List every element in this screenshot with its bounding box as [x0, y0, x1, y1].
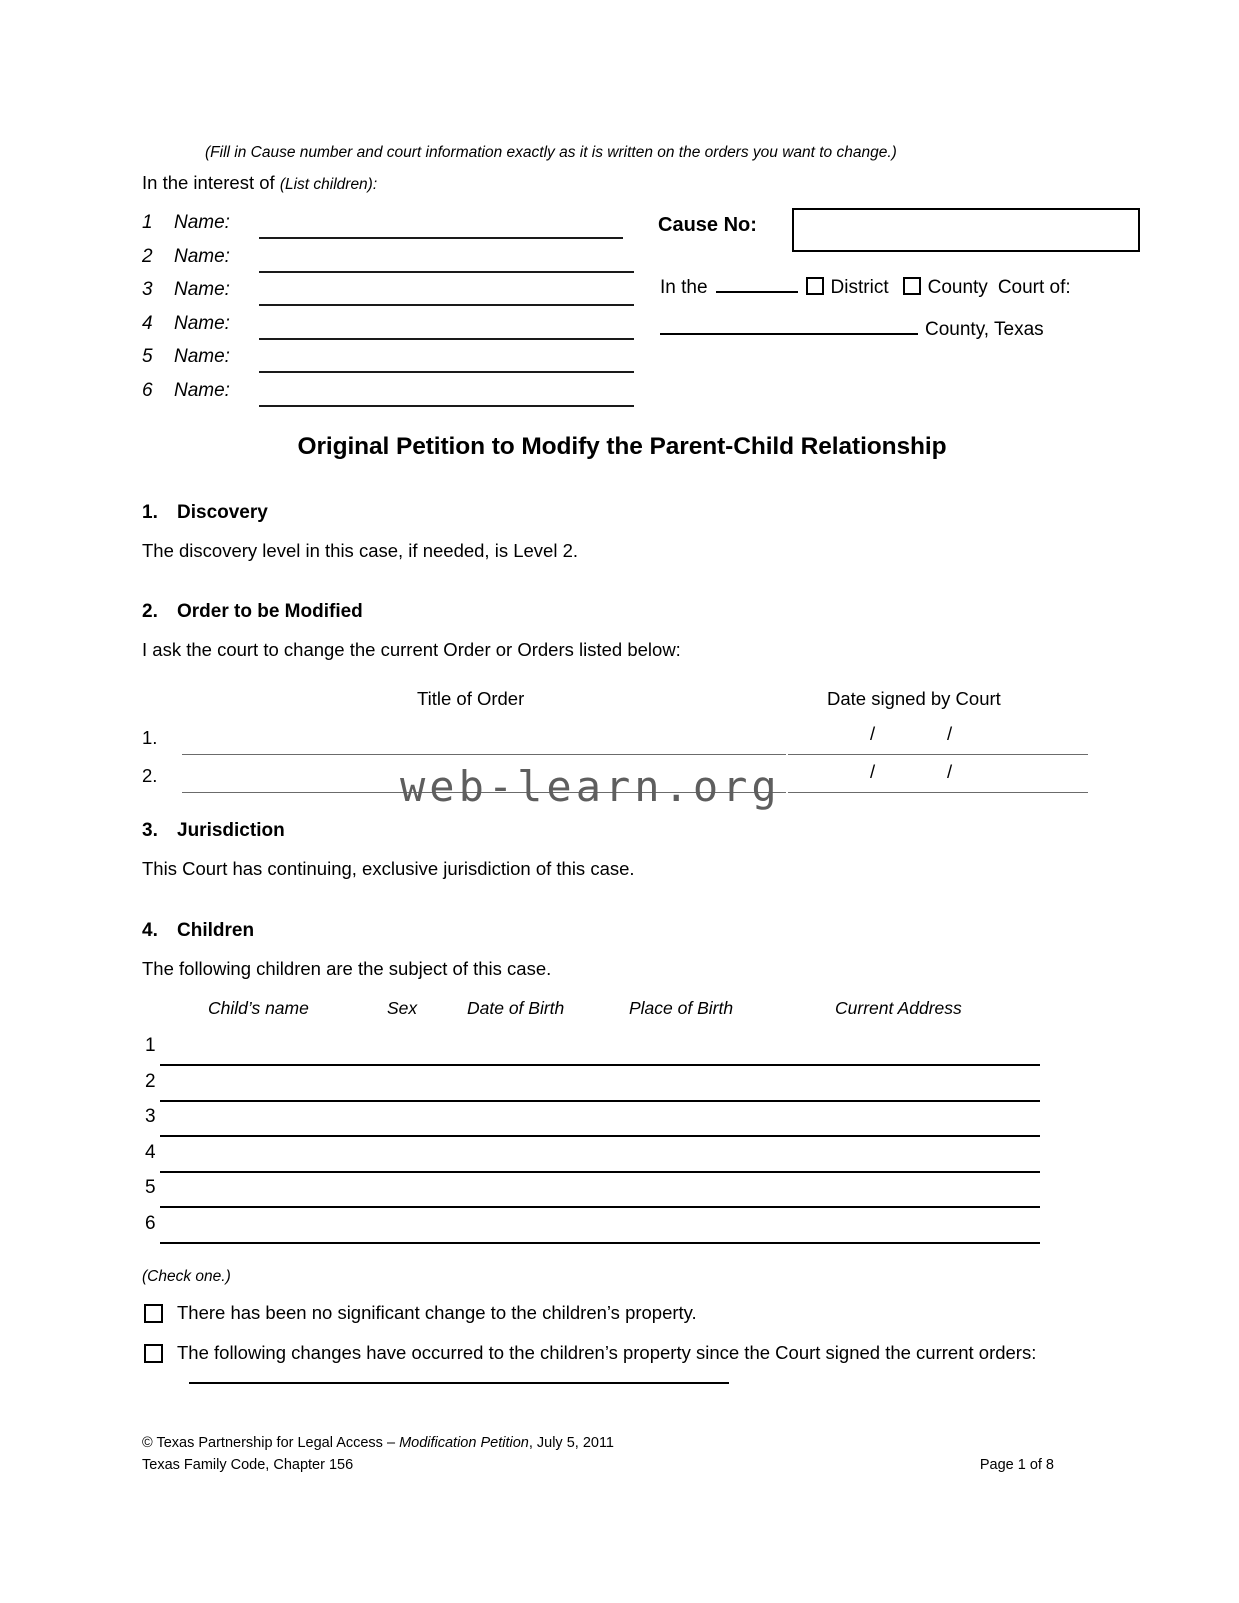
- name-row-number: 1: [142, 212, 153, 233]
- name-row-label: Name:: [174, 245, 230, 267]
- footer-copyright-prefix: © Texas Partnership for Legal Access –: [142, 1435, 400, 1451]
- name-row-input-1[interactable]: [259, 237, 623, 239]
- section-order-heading: [142, 601, 1102, 627]
- checkbox-changes-occurred[interactable]: [144, 1344, 163, 1363]
- children-col-name: Child’s name: [208, 998, 309, 1018]
- check-option-no-change[interactable]: [142, 1301, 1102, 1326]
- children-table-row: [142, 1139, 1102, 1175]
- children-col-dob: Date of Birth: [467, 998, 565, 1018]
- county-name-line: [660, 318, 1044, 341]
- children-row-input-6[interactable]: [160, 1242, 1040, 1244]
- orders-row-date-input-1[interactable]: [788, 754, 1088, 755]
- footer-copyright-line: [142, 1432, 1102, 1454]
- name-row-input-4[interactable]: [259, 338, 634, 340]
- children-table-row: [142, 1103, 1102, 1139]
- orders-table: [142, 688, 1102, 794]
- name-row-input-2[interactable]: [259, 271, 634, 273]
- name-row-label: Name:: [174, 312, 230, 334]
- section-jurisdiction-title: Jurisdiction: [177, 820, 285, 841]
- section-order-title: Order to be Modified: [177, 601, 363, 622]
- orders-row-date-input-2[interactable]: [788, 792, 1088, 793]
- orders-row-number: 2.: [142, 765, 158, 786]
- orders-row-date-slash-a: /: [870, 723, 876, 744]
- name-row-label: Name:: [174, 346, 230, 367]
- section-children-heading: [142, 920, 1102, 946]
- section-order-number: 2.: [142, 601, 158, 622]
- section-children-title: Children: [177, 920, 255, 941]
- check-option-changes-occurred-label: The following changes have occurred to the children’s property since the Court signed the current orders:: [177, 1341, 1037, 1363]
- in-the-label: In the: [660, 277, 708, 298]
- section-discovery-heading: [142, 502, 1102, 528]
- children-table-header: [142, 998, 1102, 1032]
- section-discovery: [142, 502, 1102, 562]
- orders-row-number: 1.: [142, 727, 158, 748]
- page-footer: [142, 1432, 1102, 1477]
- name-row-number: 2: [142, 245, 153, 267]
- name-row: [142, 313, 642, 347]
- page-title: Original Petition to Modify the Parent-Child Relationship: [297, 433, 947, 460]
- orders-table-row: [142, 756, 1102, 794]
- footer-copyright-suffix: , July 5, 2011: [528, 1435, 615, 1451]
- name-row: [142, 346, 642, 380]
- orders-row-date-slash-b: /: [947, 723, 953, 744]
- county-name-input[interactable]: [660, 318, 918, 335]
- name-row-input-3[interactable]: [259, 304, 634, 306]
- section-children-number: 4.: [142, 920, 158, 941]
- section-order-body: I ask the court to change the current Order or Orders listed below:: [142, 639, 681, 660]
- orders-col-title: Title of Order: [417, 688, 525, 709]
- children-row-input-1[interactable]: [160, 1064, 1040, 1066]
- section-jurisdiction-heading: [142, 820, 1102, 846]
- children-row-number: 5: [145, 1177, 156, 1198]
- section-discovery-number: 1.: [142, 502, 158, 523]
- court-number-input[interactable]: [716, 276, 798, 293]
- children-col-sex: Sex: [387, 998, 418, 1018]
- children-table: [142, 998, 1102, 1245]
- county-label: County: [927, 277, 988, 298]
- name-row-label: Name:: [174, 212, 230, 233]
- name-row-label: Name:: [174, 379, 230, 401]
- cause-no-input[interactable]: [792, 208, 1140, 252]
- in-the-interest-label: In the interest of: [142, 172, 275, 193]
- children-table-row: [142, 1210, 1102, 1246]
- checkbox-no-change[interactable]: [144, 1304, 163, 1323]
- children-col-address: Current Address: [835, 998, 962, 1018]
- orders-row-title-input-1[interactable]: [182, 754, 786, 755]
- children-row-number: 2: [145, 1070, 156, 1092]
- county-checkbox[interactable]: [903, 277, 921, 295]
- section-order-to-be-modified: [142, 601, 1102, 661]
- children-row-input-5[interactable]: [160, 1206, 1040, 1208]
- section-discovery-body: The discovery level in this case, if needed, is Level 2.: [142, 540, 579, 561]
- children-row-number: 4: [145, 1141, 156, 1163]
- children-row-input-3[interactable]: [160, 1135, 1040, 1137]
- children-row-number: 3: [145, 1106, 156, 1127]
- children-table-row: [142, 1032, 1102, 1068]
- name-row-number: 5: [142, 346, 153, 367]
- children-col-pob: Place of Birth: [629, 998, 734, 1018]
- children-name-list: [142, 212, 642, 413]
- name-row: [142, 212, 642, 246]
- name-row: [142, 246, 642, 280]
- orders-row-date-slash-b: /: [947, 761, 953, 782]
- court-type-line: [660, 275, 1071, 299]
- section-children: [142, 920, 1102, 980]
- cause-no-label: Cause No:: [658, 214, 757, 236]
- name-row-input-5[interactable]: [259, 371, 634, 373]
- footer-statute-line: [142, 1454, 1102, 1476]
- court-caption-block: [658, 205, 1158, 340]
- court-of-label: Court of:: [997, 277, 1071, 298]
- children-row-number: 6: [145, 1212, 156, 1234]
- orders-table-header: [142, 688, 1102, 718]
- check-option-no-change-label: There has been no significant change to the children’s property.: [177, 1302, 697, 1323]
- check-one-note: (Check one.): [142, 1268, 231, 1285]
- property-change-check-block: [142, 1268, 1102, 1391]
- orders-row-title-input-2[interactable]: [182, 792, 786, 793]
- name-row-number: 3: [142, 279, 153, 300]
- section-discovery-title: Discovery: [177, 502, 268, 523]
- check-option-changes-occurred[interactable]: [142, 1341, 1102, 1391]
- name-row-input-6[interactable]: [259, 405, 634, 407]
- children-row-input-4[interactable]: [160, 1171, 1040, 1173]
- orders-row-date-slash-a: /: [870, 761, 876, 782]
- footer-page-number: Page 1 of 8: [979, 1457, 1054, 1474]
- children-row-number: 1: [145, 1035, 156, 1056]
- cause-number-line: [658, 205, 1158, 255]
- section-jurisdiction: [142, 820, 1102, 880]
- name-row-label: Name:: [174, 279, 230, 300]
- footer-statute: Texas Family Code, Chapter 156: [142, 1457, 354, 1474]
- current-orders-changes-input[interactable]: [189, 1368, 729, 1384]
- section-children-body: The following children are the subject of this case.: [142, 958, 552, 979]
- fill-in-instruction-note: (Fill in Cause number and court information exactly as it is written on the orders you want to change.): [205, 144, 897, 161]
- county-texas-label: County, Texas: [925, 319, 1044, 340]
- footer-doc-name: Modification Petition: [399, 1435, 529, 1451]
- site-watermark: web-learn.org: [400, 762, 781, 811]
- section-jurisdiction-number: 3.: [142, 820, 158, 841]
- page-title-wrap: [142, 433, 1102, 461]
- children-row-input-2[interactable]: [160, 1100, 1040, 1102]
- name-row-number: 6: [142, 379, 153, 401]
- children-table-row: [142, 1174, 1102, 1210]
- children-table-row: [142, 1068, 1102, 1104]
- name-row: [142, 279, 642, 313]
- name-row-number: 4: [142, 312, 153, 334]
- name-row: [142, 380, 642, 414]
- district-checkbox[interactable]: [806, 277, 824, 295]
- orders-col-date: Date signed by Court: [827, 688, 1001, 709]
- district-label: District: [830, 277, 889, 298]
- orders-table-row: [142, 718, 1102, 756]
- in-the-interest-of-line: [142, 172, 377, 194]
- section-jurisdiction-body: This Court has continuing, exclusive jurisdiction of this case.: [142, 858, 635, 879]
- list-children-note: (List children):: [279, 176, 378, 193]
